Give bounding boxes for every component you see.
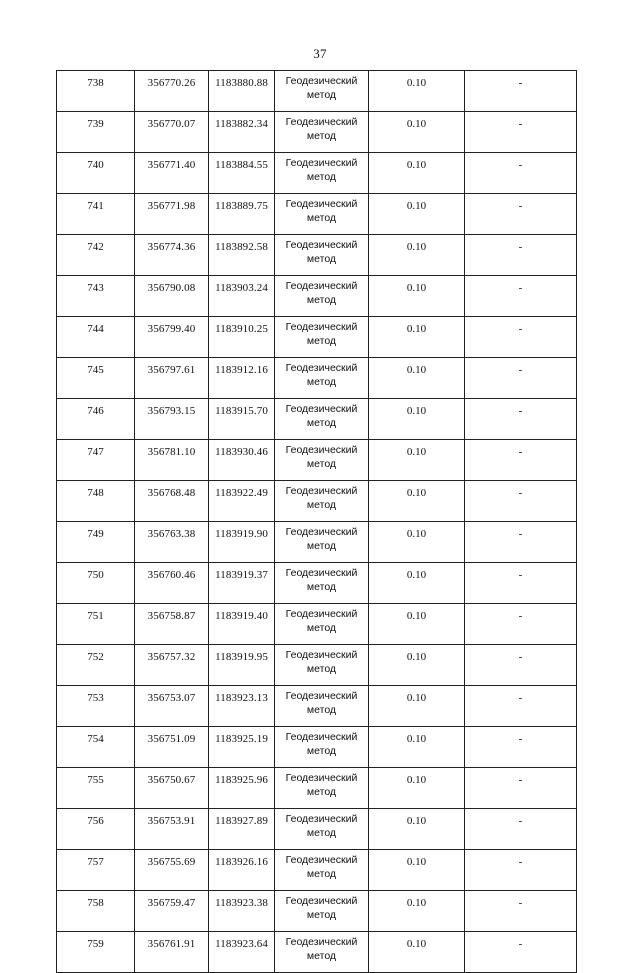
point-number-cell: 751 xyxy=(57,604,135,645)
method-line-2: метод xyxy=(306,499,337,511)
note-cell: - xyxy=(465,522,577,563)
table-row xyxy=(57,768,577,809)
accuracy-cell: 0.10 xyxy=(369,153,465,194)
table-row xyxy=(57,276,577,317)
x-coordinate-cell: 356751.09 xyxy=(135,727,209,768)
table-row xyxy=(57,112,577,153)
point-number-cell: 742 xyxy=(57,235,135,276)
note-cell: - xyxy=(465,891,577,932)
method-line-1: Геодезический xyxy=(285,157,358,169)
table-row xyxy=(57,153,577,194)
x-coordinate-cell: 356753.07 xyxy=(135,686,209,727)
method-line-2: метод xyxy=(306,376,337,388)
method-cell xyxy=(275,317,369,358)
method-line-2: метод xyxy=(306,212,337,224)
note-cell: - xyxy=(465,194,577,235)
note-cell: - xyxy=(465,768,577,809)
x-coordinate-cell: 356774.36 xyxy=(135,235,209,276)
x-coordinate-cell: 356768.48 xyxy=(135,481,209,522)
accuracy-cell: 0.10 xyxy=(369,563,465,604)
y-coordinate-cell: 1183925.96 xyxy=(209,768,275,809)
table-row xyxy=(57,686,577,727)
point-number-cell: 758 xyxy=(57,891,135,932)
accuracy-cell: 0.10 xyxy=(369,727,465,768)
accuracy-cell: 0.10 xyxy=(369,481,465,522)
method-cell xyxy=(275,71,369,112)
method-cell xyxy=(275,276,369,317)
note-cell: - xyxy=(465,809,577,850)
point-number-cell: 747 xyxy=(57,440,135,481)
y-coordinate-cell: 1183923.13 xyxy=(209,686,275,727)
note-cell: - xyxy=(465,112,577,153)
method-line-2: метод xyxy=(306,294,337,306)
method-line-2: метод xyxy=(306,417,337,429)
method-cell xyxy=(275,727,369,768)
note-cell: - xyxy=(465,481,577,522)
method-line-1: Геодезический xyxy=(285,280,358,292)
table-row xyxy=(57,522,577,563)
note-cell: - xyxy=(465,358,577,399)
note-cell: - xyxy=(465,71,577,112)
method-line-1: Геодезический xyxy=(285,649,358,661)
method-line-1: Геодезический xyxy=(285,854,358,866)
note-cell: - xyxy=(465,153,577,194)
method-line-1: Геодезический xyxy=(285,813,358,825)
y-coordinate-cell: 1183927.89 xyxy=(209,809,275,850)
method-line-2: метод xyxy=(306,868,337,880)
y-coordinate-cell: 1183889.75 xyxy=(209,194,275,235)
x-coordinate-cell: 356790.08 xyxy=(135,276,209,317)
method-cell xyxy=(275,112,369,153)
accuracy-cell: 0.10 xyxy=(369,604,465,645)
x-coordinate-cell: 356750.67 xyxy=(135,768,209,809)
method-line-1: Геодезический xyxy=(285,321,358,333)
point-number-cell: 745 xyxy=(57,358,135,399)
table-row xyxy=(57,932,577,973)
accuracy-cell: 0.10 xyxy=(369,850,465,891)
method-line-2: метод xyxy=(306,130,337,142)
x-coordinate-cell: 356799.40 xyxy=(135,317,209,358)
point-number-cell: 759 xyxy=(57,932,135,973)
method-line-2: метод xyxy=(306,171,337,183)
x-coordinate-cell: 356771.98 xyxy=(135,194,209,235)
x-coordinate-cell: 356770.26 xyxy=(135,71,209,112)
method-line-2: метод xyxy=(306,581,337,593)
note-cell: - xyxy=(465,276,577,317)
table-row xyxy=(57,194,577,235)
point-number-cell: 738 xyxy=(57,71,135,112)
coordinates-table xyxy=(56,70,577,973)
accuracy-cell: 0.10 xyxy=(369,686,465,727)
accuracy-cell: 0.10 xyxy=(369,194,465,235)
x-coordinate-cell: 356797.61 xyxy=(135,358,209,399)
method-cell xyxy=(275,686,369,727)
x-coordinate-cell: 356757.32 xyxy=(135,645,209,686)
note-cell: - xyxy=(465,235,577,276)
note-cell: - xyxy=(465,850,577,891)
point-number-cell: 749 xyxy=(57,522,135,563)
table-row xyxy=(57,317,577,358)
y-coordinate-cell: 1183923.38 xyxy=(209,891,275,932)
y-coordinate-cell: 1183892.58 xyxy=(209,235,275,276)
method-cell xyxy=(275,481,369,522)
table-row xyxy=(57,358,577,399)
point-number-cell: 757 xyxy=(57,850,135,891)
accuracy-cell: 0.10 xyxy=(369,235,465,276)
y-coordinate-cell: 1183922.49 xyxy=(209,481,275,522)
table-row xyxy=(57,604,577,645)
method-line-2: метод xyxy=(306,663,337,675)
note-cell: - xyxy=(465,727,577,768)
method-cell xyxy=(275,399,369,440)
method-cell xyxy=(275,645,369,686)
method-cell xyxy=(275,768,369,809)
accuracy-cell: 0.10 xyxy=(369,276,465,317)
method-line-1: Геодезический xyxy=(285,895,358,907)
note-cell: - xyxy=(465,645,577,686)
table-row xyxy=(57,850,577,891)
method-cell xyxy=(275,440,369,481)
method-cell xyxy=(275,809,369,850)
y-coordinate-cell: 1183912.16 xyxy=(209,358,275,399)
method-line-2: метод xyxy=(306,253,337,265)
point-number-cell: 740 xyxy=(57,153,135,194)
method-line-2: метод xyxy=(306,786,337,798)
table-row xyxy=(57,481,577,522)
accuracy-cell: 0.10 xyxy=(369,891,465,932)
method-line-1: Геодезический xyxy=(285,485,358,497)
method-cell xyxy=(275,563,369,604)
point-number-cell: 754 xyxy=(57,727,135,768)
method-line-1: Геодезический xyxy=(285,239,358,251)
method-line-1: Геодезический xyxy=(285,526,358,538)
method-cell xyxy=(275,194,369,235)
point-number-cell: 741 xyxy=(57,194,135,235)
point-number-cell: 750 xyxy=(57,563,135,604)
accuracy-cell: 0.10 xyxy=(369,932,465,973)
x-coordinate-cell: 356793.15 xyxy=(135,399,209,440)
accuracy-cell: 0.10 xyxy=(369,71,465,112)
accuracy-cell: 0.10 xyxy=(369,399,465,440)
point-number-cell: 743 xyxy=(57,276,135,317)
method-cell xyxy=(275,358,369,399)
accuracy-cell: 0.10 xyxy=(369,112,465,153)
method-line-2: метод xyxy=(306,335,337,347)
method-line-2: метод xyxy=(306,89,337,101)
point-number-cell: 744 xyxy=(57,317,135,358)
table-row xyxy=(57,71,577,112)
method-line-2: метод xyxy=(306,745,337,757)
method-line-2: метод xyxy=(306,622,337,634)
method-line-1: Геодезический xyxy=(285,75,358,87)
y-coordinate-cell: 1183919.90 xyxy=(209,522,275,563)
point-number-cell: 746 xyxy=(57,399,135,440)
point-number-cell: 755 xyxy=(57,768,135,809)
x-coordinate-cell: 356753.91 xyxy=(135,809,209,850)
accuracy-cell: 0.10 xyxy=(369,317,465,358)
method-line-2: метод xyxy=(306,540,337,552)
y-coordinate-cell: 1183923.64 xyxy=(209,932,275,973)
table-row xyxy=(57,440,577,481)
x-coordinate-cell: 356763.38 xyxy=(135,522,209,563)
accuracy-cell: 0.10 xyxy=(369,358,465,399)
method-line-1: Геодезический xyxy=(285,608,358,620)
accuracy-cell: 0.10 xyxy=(369,645,465,686)
y-coordinate-cell: 1183882.34 xyxy=(209,112,275,153)
method-line-1: Геодезический xyxy=(285,567,358,579)
y-coordinate-cell: 1183915.70 xyxy=(209,399,275,440)
note-cell: - xyxy=(465,686,577,727)
x-coordinate-cell: 356759.47 xyxy=(135,891,209,932)
y-coordinate-cell: 1183919.40 xyxy=(209,604,275,645)
method-line-1: Геодезический xyxy=(285,936,358,948)
note-cell: - xyxy=(465,604,577,645)
table-row xyxy=(57,727,577,768)
x-coordinate-cell: 356760.46 xyxy=(135,563,209,604)
page-number: 37 xyxy=(313,46,327,61)
y-coordinate-cell: 1183930.46 xyxy=(209,440,275,481)
method-line-1: Геодезический xyxy=(285,198,358,210)
y-coordinate-cell: 1183925.19 xyxy=(209,727,275,768)
method-line-2: метод xyxy=(306,458,337,470)
accuracy-cell: 0.10 xyxy=(369,522,465,563)
method-cell xyxy=(275,891,369,932)
accuracy-cell: 0.10 xyxy=(369,809,465,850)
method-line-2: метод xyxy=(306,950,337,962)
table-row xyxy=(57,399,577,440)
y-coordinate-cell: 1183884.55 xyxy=(209,153,275,194)
method-cell xyxy=(275,604,369,645)
y-coordinate-cell: 1183926.16 xyxy=(209,850,275,891)
method-line-1: Геодезический xyxy=(285,731,358,743)
method-line-1: Геодезический xyxy=(285,116,358,128)
point-number-cell: 739 xyxy=(57,112,135,153)
accuracy-cell: 0.10 xyxy=(369,768,465,809)
note-cell: - xyxy=(465,440,577,481)
coordinates-table-body xyxy=(57,71,577,973)
note-cell: - xyxy=(465,317,577,358)
y-coordinate-cell: 1183880.88 xyxy=(209,71,275,112)
method-line-1: Геодезический xyxy=(285,403,358,415)
x-coordinate-cell: 356781.10 xyxy=(135,440,209,481)
note-cell: - xyxy=(465,932,577,973)
method-line-2: метод xyxy=(306,704,337,716)
method-line-2: метод xyxy=(306,909,337,921)
table-row xyxy=(57,891,577,932)
x-coordinate-cell: 356770.07 xyxy=(135,112,209,153)
method-line-2: метод xyxy=(306,827,337,839)
x-coordinate-cell: 356761.91 xyxy=(135,932,209,973)
y-coordinate-cell: 1183903.24 xyxy=(209,276,275,317)
note-cell: - xyxy=(465,399,577,440)
x-coordinate-cell: 356755.69 xyxy=(135,850,209,891)
method-cell xyxy=(275,522,369,563)
x-coordinate-cell: 356771.40 xyxy=(135,153,209,194)
note-cell: - xyxy=(465,563,577,604)
point-number-cell: 752 xyxy=(57,645,135,686)
x-coordinate-cell: 356758.87 xyxy=(135,604,209,645)
table-row xyxy=(57,235,577,276)
table-row xyxy=(57,809,577,850)
y-coordinate-cell: 1183919.95 xyxy=(209,645,275,686)
method-cell xyxy=(275,235,369,276)
accuracy-cell: 0.10 xyxy=(369,440,465,481)
method-line-1: Геодезический xyxy=(285,362,358,374)
y-coordinate-cell: 1183919.37 xyxy=(209,563,275,604)
method-cell xyxy=(275,932,369,973)
table-row xyxy=(57,645,577,686)
point-number-cell: 753 xyxy=(57,686,135,727)
method-cell xyxy=(275,850,369,891)
table-row xyxy=(57,563,577,604)
method-line-1: Геодезический xyxy=(285,444,358,456)
point-number-cell: 756 xyxy=(57,809,135,850)
method-line-1: Геодезический xyxy=(285,690,358,702)
y-coordinate-cell: 1183910.25 xyxy=(209,317,275,358)
point-number-cell: 748 xyxy=(57,481,135,522)
method-cell xyxy=(275,153,369,194)
method-line-1: Геодезический xyxy=(285,772,358,784)
